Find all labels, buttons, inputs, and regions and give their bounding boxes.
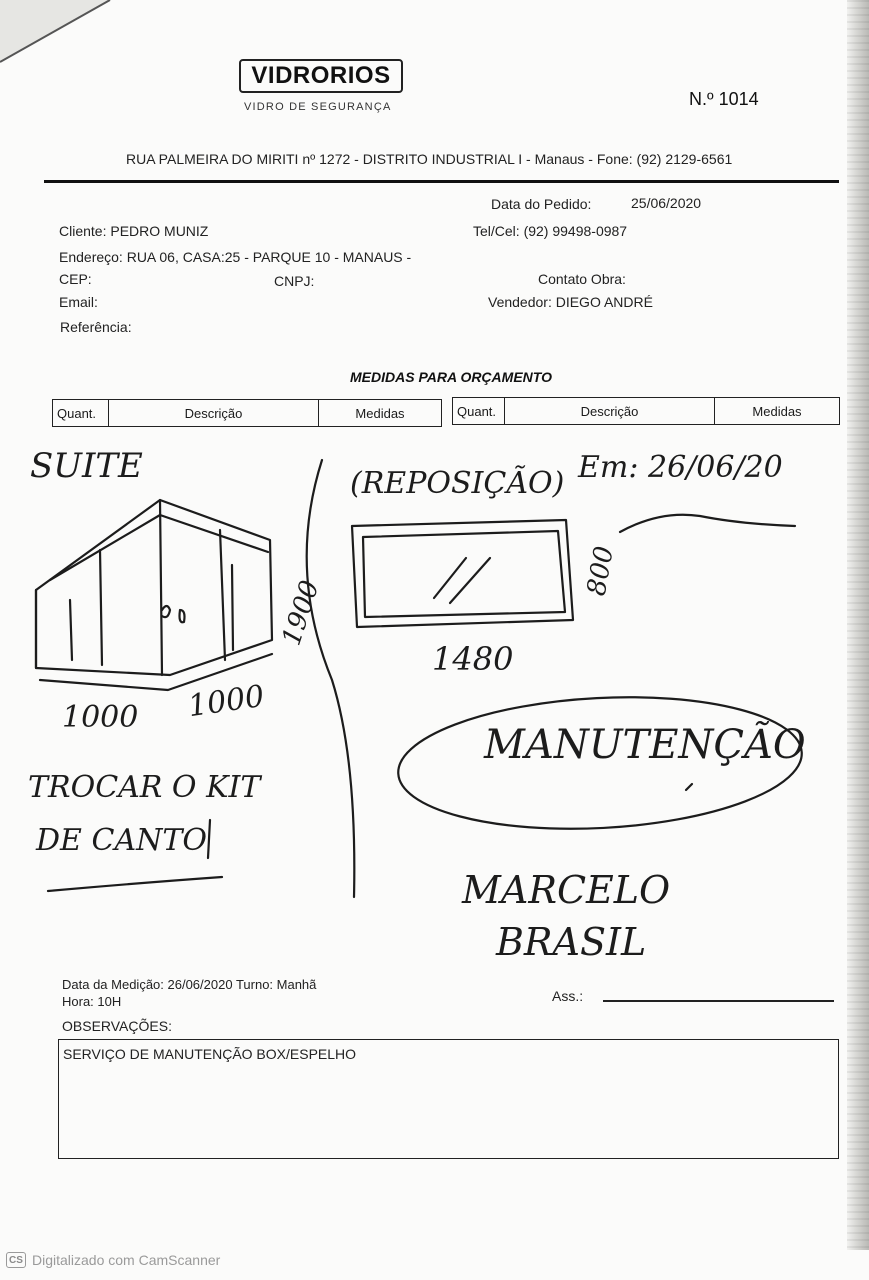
hand-dim-1000-right: 1000: [185, 678, 267, 725]
column-description: Descrição: [505, 398, 715, 424]
camscanner-icon: CS: [6, 1252, 26, 1268]
hand-dim-1900: 1900: [276, 576, 326, 650]
hand-name-last: BRASIL: [496, 920, 647, 964]
seller-field: Vendedor: DIEGO ANDRÉ: [488, 294, 653, 310]
phone-field: Tel/Cel: (92) 99498-0987: [473, 223, 628, 239]
observations-box: [58, 1039, 839, 1159]
signature-line: [603, 1000, 834, 1002]
reference-field: Referência:: [60, 319, 132, 335]
camscanner-text: Digitalizado com CamScanner: [32, 1252, 221, 1268]
hand-dim-800: 800: [581, 543, 620, 599]
cep-field: CEP:: [59, 271, 92, 287]
column-description: Descrição: [109, 400, 319, 426]
signature-label: Ass.:: [552, 988, 584, 1004]
hand-suite: SUITE: [30, 446, 143, 486]
order-date-value: 25/06/2020: [631, 195, 702, 211]
email-field: Email:: [59, 294, 98, 310]
observations-text: SERVIÇO DE MANUTENÇÃO BOX/ESPELHO: [63, 1046, 357, 1062]
order-date-label: Data do Pedido:: [491, 196, 592, 212]
client-field: Cliente: PEDRO MUNIZ: [59, 223, 209, 239]
column-quantity: Quant.: [53, 400, 109, 426]
address-field: Endereço: RUA 06, CASA:25 - PARQUE 10 - MANAUS -: [59, 249, 412, 265]
measure-hour: Hora: 10H: [62, 994, 122, 1009]
cnpj-field: CNPJ:: [274, 273, 315, 289]
observations-label: OBSERVAÇÕES:: [62, 1018, 172, 1034]
camscanner-watermark: [6, 1252, 220, 1268]
logo-tagline: VIDRO DE SEGURANÇA: [244, 101, 392, 113]
hand-manutencao: MANUTENÇÃO: [484, 722, 806, 768]
hand-reposicao: (REPOSIÇÃO): [350, 466, 565, 501]
company-address: RUA PALMEIRA DO MIRITI nº 1272 - DISTRITO INDUSTRIAL I - Manaus - Fone: (92) 2129-6561: [126, 151, 733, 167]
hand-date-note: Em: 26/06/20: [578, 450, 783, 485]
company-logo: VIDRORIOS: [239, 59, 403, 93]
column-measures: Medidas: [355, 405, 405, 421]
hand-trocar-kit: TROCAR O KIT: [28, 770, 261, 805]
measure-date: Data da Medição: 26/06/2020 Turno: Manhã: [62, 977, 317, 992]
measures-title: MEDIDAS PARA ORÇAMENTO: [350, 369, 552, 385]
column-quantity: Quant.: [453, 398, 505, 424]
hand-name-first: MARCELO: [462, 868, 671, 912]
hand-dim-1000-left: 1000: [62, 700, 139, 735]
column-measures: Medidas: [752, 403, 802, 419]
hand-de-canto: DE CANTO: [36, 823, 207, 858]
contact-field: Contato Obra:: [538, 271, 626, 287]
order-number: N.º 1014: [689, 89, 759, 109]
hand-dim-1480: 1480: [432, 640, 514, 678]
